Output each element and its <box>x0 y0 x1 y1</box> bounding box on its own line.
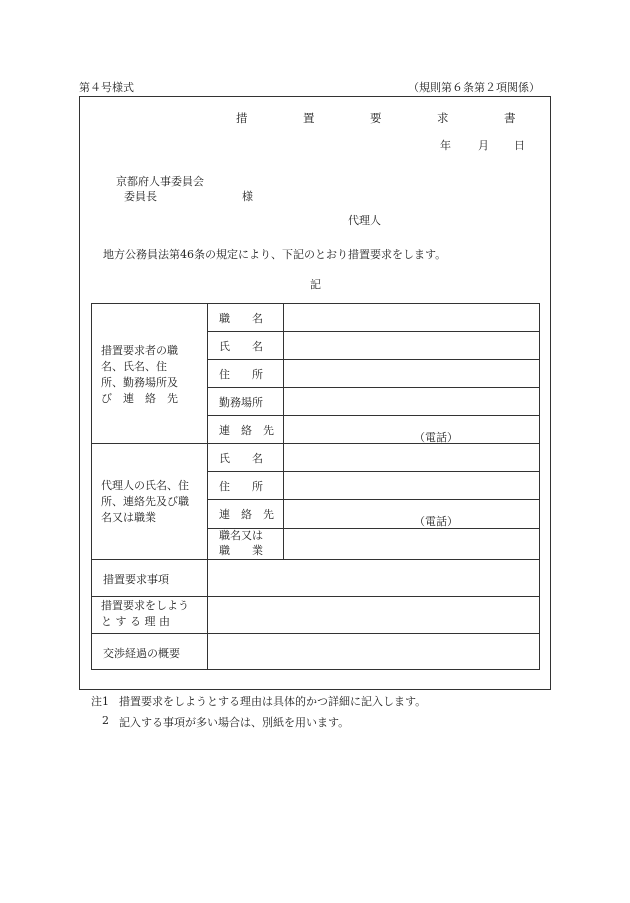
negotiation-label: 交渉経過の概要 <box>103 647 180 660</box>
agent-phone-label: （電話） <box>414 515 458 528</box>
note-1-label: 注1 <box>91 695 109 708</box>
requester-group-label: 措置要求者の職 名、氏名、住 所、勤務場所及 び 連 絡 先 <box>101 344 178 405</box>
requester-phone-label: （電話） <box>414 431 458 444</box>
form-title: 措 置 要 求 書 <box>236 111 538 125</box>
statement: 地方公務員法第46条の規定により、下記のとおり措置要求をします。 <box>103 248 447 261</box>
requester-name-label: 氏 名 <box>219 340 263 353</box>
requester-address-label: 住 所 <box>219 368 263 381</box>
requester-post-label: 職 名 <box>219 312 263 325</box>
addressee-honorific: 様 <box>242 190 253 203</box>
ki-mark: 記 <box>310 278 321 291</box>
regulation-reference: （規則第６条第２項関係） <box>408 81 540 94</box>
agent-name-label: 氏 名 <box>219 452 263 465</box>
form-number: 第４号様式 <box>79 81 134 94</box>
date-year: 年 <box>440 139 451 152</box>
requester-contact-label: 連 絡 先 <box>219 424 274 437</box>
requester-workplace-label: 勤務場所 <box>219 396 263 409</box>
reason-label: 措置要求をしよう と す る 理 由 <box>101 599 189 628</box>
agent-contact-label: 連 絡 先 <box>219 508 274 521</box>
addressee-title: 委員長 <box>124 190 157 203</box>
date-month: 月 <box>478 139 489 152</box>
note-2-text: 記入する事項が多い場合は、別紙を用います。 <box>119 716 350 729</box>
date-day: 日 <box>514 139 525 152</box>
agent-group-label: 代理人の氏名、住 所、連絡先及び職 名又は職業 <box>101 479 189 524</box>
agent-address-label: 住 所 <box>219 480 263 493</box>
addressee-organization: 京都府人事委員会 <box>116 175 204 188</box>
note-1-text: 措置要求をしようとする理由は具体的かつ詳細に記入します。 <box>119 695 427 708</box>
note-2-label: 2 <box>102 714 109 727</box>
agent-label: 代理人 <box>348 214 381 227</box>
matters-label: 措置要求事項 <box>103 573 169 586</box>
agent-post-label: 職名又は 職 業 <box>219 529 263 557</box>
